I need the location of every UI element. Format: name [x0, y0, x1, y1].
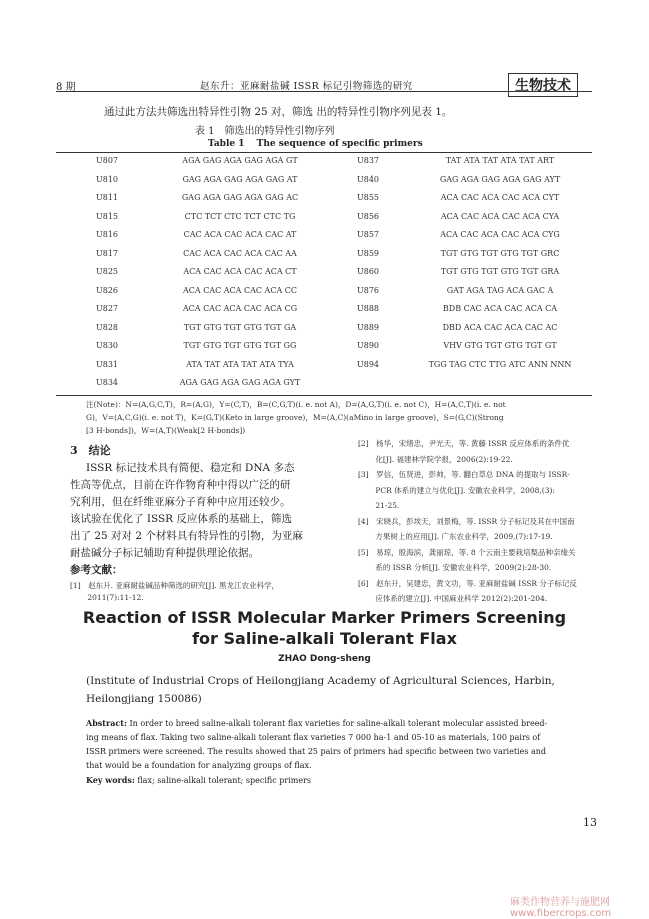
- primer-sequence-cell: GAG AGA GAG AGA GAG AT: [182, 174, 298, 184]
- primer-sequence-cell: CAC ACA CAC ACA CAC AA: [183, 248, 297, 258]
- section-heading: 3 结论: [70, 444, 111, 457]
- abstract-text: ISSR primers were screened. The results showed that 25 pairs of primers had specific between two varieties and: [86, 747, 547, 756]
- conclusion-line: ISSR 标记技术具有简便、稳定和 DNA 多态: [86, 462, 295, 474]
- reference-item: PCR 体系的建立与优化[J]. 安徽农业科学，2008,(3):: [358, 485, 555, 495]
- primer-id-cell: U827: [96, 304, 119, 313]
- primer-sequence-cell: VHV GTG TGT GTG TGT GT: [443, 341, 557, 350]
- primer-sequence-cell: ACA CAC ACA CAC ACA CC: [182, 285, 298, 295]
- reference-item: 化[J]. 福建林学院学报，2006(2):19-22.: [358, 454, 513, 464]
- reference-item: [4] 宋晓兵，彭埃天，刘景梅，等. ISSR 分子标记及其在中国南: [358, 516, 575, 526]
- running-title: 赵东升：亚麻耐盐碱 ISSR 标记引物筛选的研究: [200, 81, 413, 92]
- reference-item: [2] 杨华，宋绪忠，尹光天，等. 黄藤 ISSR 反应体系的条件优: [358, 439, 570, 448]
- primer-id-cell: U857: [357, 230, 380, 239]
- primer-sequence-cell: ACA CAC ACA CAC ACA CYA: [440, 211, 560, 221]
- primer-id-cell: U888: [357, 304, 380, 313]
- primer-sequence-cell: GAT AGA TAG ACA GAC A: [446, 285, 554, 295]
- primer-id-cell: U894: [357, 359, 380, 369]
- english-title-line: Reaction of ISSR Molecular Marker Primers Screening: [82, 608, 567, 627]
- primer-id-cell: U856: [357, 211, 380, 221]
- primer-sequence-cell: TGT GTG TGT GTG TGT GG: [183, 341, 297, 350]
- abstract: [86, 716, 590, 773]
- abstract-text: that would be a foundation for analyzing groups of flax.: [86, 761, 312, 770]
- primer-sequence-cell: TGT GTG TGT GTG TGT GA: [183, 322, 297, 332]
- primer-sequence-cell: AGA GAG AGA GAG AGA GT: [182, 156, 298, 165]
- primer-sequence-cell: ATA TAT ATA TAT ATA TYA: [186, 359, 294, 369]
- abstract-label: Abstract:: [86, 718, 127, 728]
- primer-sequence-cell: CAC ACA CAC ACA CAC AT: [183, 230, 297, 239]
- primer-id-cell: U837: [357, 156, 380, 165]
- primer-id-cell: U815: [96, 211, 119, 221]
- primer-sequence-cell: TGT GTG TGT GTG TGT GRC: [440, 248, 560, 258]
- primer-sequence-cell: ACA CAC ACA CAC ACA CYG: [440, 230, 560, 239]
- primer-id-cell: U811: [96, 193, 119, 202]
- abstract-text: In order to breed saline-alkali tolerant flax varieties for saline-alkali tolerant molecular assisted breed-: [126, 719, 548, 728]
- primer-sequence-cell: CTC TCT CTC TCT CTC TG: [184, 211, 296, 221]
- journal-section-label: 生物技术: [508, 73, 578, 97]
- primer-id-cell: U855: [357, 193, 380, 202]
- keywords: [86, 775, 311, 785]
- reference-item: 方果树上的应用[J]. 广东农业科学，2009,(7):17-19.: [358, 532, 553, 541]
- keywords-label: Key words:: [86, 775, 135, 785]
- primer-id-cell: U831: [96, 359, 119, 369]
- primer-sequence-cell: TGG TAG CTC TTG ATC ANN NNN: [428, 359, 572, 369]
- primer-sequence-cell: AGA GAG AGA GAG AGA GYT: [179, 378, 301, 387]
- table-top-rule: [56, 152, 592, 153]
- primer-id-cell: U830: [96, 341, 119, 350]
- conclusion-line: 耐盐碱分子标记辅助育种提供理论依据。: [70, 547, 259, 559]
- table-note-line: 注(Note)：N=(A,G,C,T)，R=(A,G)，Y=(C,T)，B=(C,G,T)(i. e. not A)，D=(A,G,T)(i. e. not C)，H=(A,C,T)(i. e. not: [86, 400, 506, 409]
- primer-id-cell: U840: [357, 174, 380, 184]
- conclusion-line: 究利用，但在纤维亚麻分子育种中应用还较少。: [70, 496, 291, 508]
- references-heading: 参考文献：: [70, 564, 123, 576]
- primer-id-cell: U828: [96, 322, 119, 332]
- watermark-text: 麻类作物营养与施肥网 www.fibercrops.com: [510, 897, 612, 919]
- keywords-text: flax; saline-alkali tolerant; specific primers: [134, 776, 312, 785]
- primer-sequence-cell: ACA CAC ACA CAC ACA CYT: [440, 193, 560, 202]
- issue-number: 8 期: [56, 82, 76, 93]
- primer-id-cell: U859: [357, 248, 380, 258]
- table-note-line: [3 H-bonds])，W=(A,T)(Weak[2 H-bonds]): [86, 426, 246, 435]
- table-caption-cn: 表 1 筛选出的特异性引物序列: [195, 126, 335, 137]
- header-rule: [56, 91, 592, 92]
- table-caption-en: Table 1 The sequence of specific primers: [208, 139, 423, 149]
- primer-id-cell: U890: [357, 341, 380, 350]
- primer-sequence-cell: DBD ACA CAC ACA CAC AC: [442, 322, 558, 332]
- reference-item: [5] 易琼，殷海滨，龚丽琼，等. 8 个云南主要栽培梨品种亲缘关: [358, 547, 576, 557]
- conclusion-line: 性高等优点，目前在许作物育种中得以广泛的研: [70, 479, 291, 491]
- reference-item: 21-25.: [358, 501, 400, 510]
- primer-sequence-cell: ACA CAC ACA CAC ACA CG: [182, 304, 298, 313]
- primer-id-cell: U810: [96, 174, 119, 184]
- page-number: 13: [583, 816, 597, 829]
- primer-id-cell: U817: [96, 248, 119, 258]
- intro-text: 通过此方法共筛选出特异性引物 25 对，筛选 出的特异性引物序列见表 1。: [104, 106, 453, 118]
- primer-id-cell: U807: [96, 156, 119, 165]
- institute-line: (Institute of Industrial Crops of Heilongjiang Academy of Agricultural Sciences, Harbin,: [86, 675, 555, 687]
- primer-sequence-cell: GAG AGA GAG AGA GAG AC: [181, 193, 299, 202]
- primer-id-cell: U860: [357, 267, 380, 276]
- primer-sequence-cell: GAG AGA GAG AGA GAG AYT: [439, 174, 561, 184]
- reference-item: [1] 赵东升. 亚麻耐盐碱品种筛选的研究[J]. 黑龙江农业科学，: [70, 581, 280, 590]
- primer-id-cell: U826: [96, 285, 119, 295]
- primer-id-cell: U876: [357, 285, 380, 295]
- primer-sequence-cell: TAT ATA TAT ATA TAT ART: [445, 156, 555, 165]
- primer-id-cell: U816: [96, 230, 119, 239]
- conclusion-line: 出了 25 对对 2 个材料具有特异性的引物，为亚麻: [70, 530, 303, 542]
- english-title-line: for Saline-alkali Tolerant Flax: [192, 629, 457, 648]
- primer-sequence-cell: ACA CAC ACA CAC ACA CT: [183, 267, 297, 276]
- primer-id-cell: U825: [96, 267, 119, 276]
- reference-item: [6] 赵东升，吴建忠，黄文功，等. 亚麻耐盐碱 ISSR 分子标记反: [358, 578, 577, 588]
- institute-line: Heilongjiang 150086): [86, 693, 202, 705]
- reference-item: [3] 罗信，伍贤进，彭帅，等. 翻白草总 DNA 的提取与 ISSR-: [358, 470, 570, 479]
- conclusion-line: 该试验在优化了 ISSR 反应体系的基础上，筛选: [70, 513, 292, 525]
- primer-id-cell: U889: [357, 322, 380, 332]
- reference-item: 系的 ISSR 分析[J]. 安徽农业科学，2009(2):28-30.: [358, 563, 552, 572]
- abstract-text: ing means of flax. Taking two saline-alkali tolerant flax varieties 7 000 ha-1 and 05-10 as materials, 100 pairs of: [86, 733, 541, 742]
- primer-sequence-cell: BDB CAC ACA CAC ACA CA: [442, 304, 558, 313]
- table-note-line: G)，V=(A,C,G)(i. e. not T)，K=(G,T)(Keto in large groove)，M=(A,C)(aMino in large groove)，S=(G,C)(Strong: [86, 413, 504, 422]
- table-bottom-rule: [56, 395, 592, 396]
- reference-item: 应体系的建立[J]. 中国麻业科学 2012(2):201-204.: [358, 594, 548, 603]
- author-name: ZHAO Dong-sheng: [278, 654, 371, 664]
- reference-item: 2011(7):11-12.: [70, 593, 144, 602]
- primer-sequence-cell: TGT GTG TGT GTG TGT GRA: [440, 267, 560, 276]
- primer-id-cell: U834: [96, 378, 119, 387]
